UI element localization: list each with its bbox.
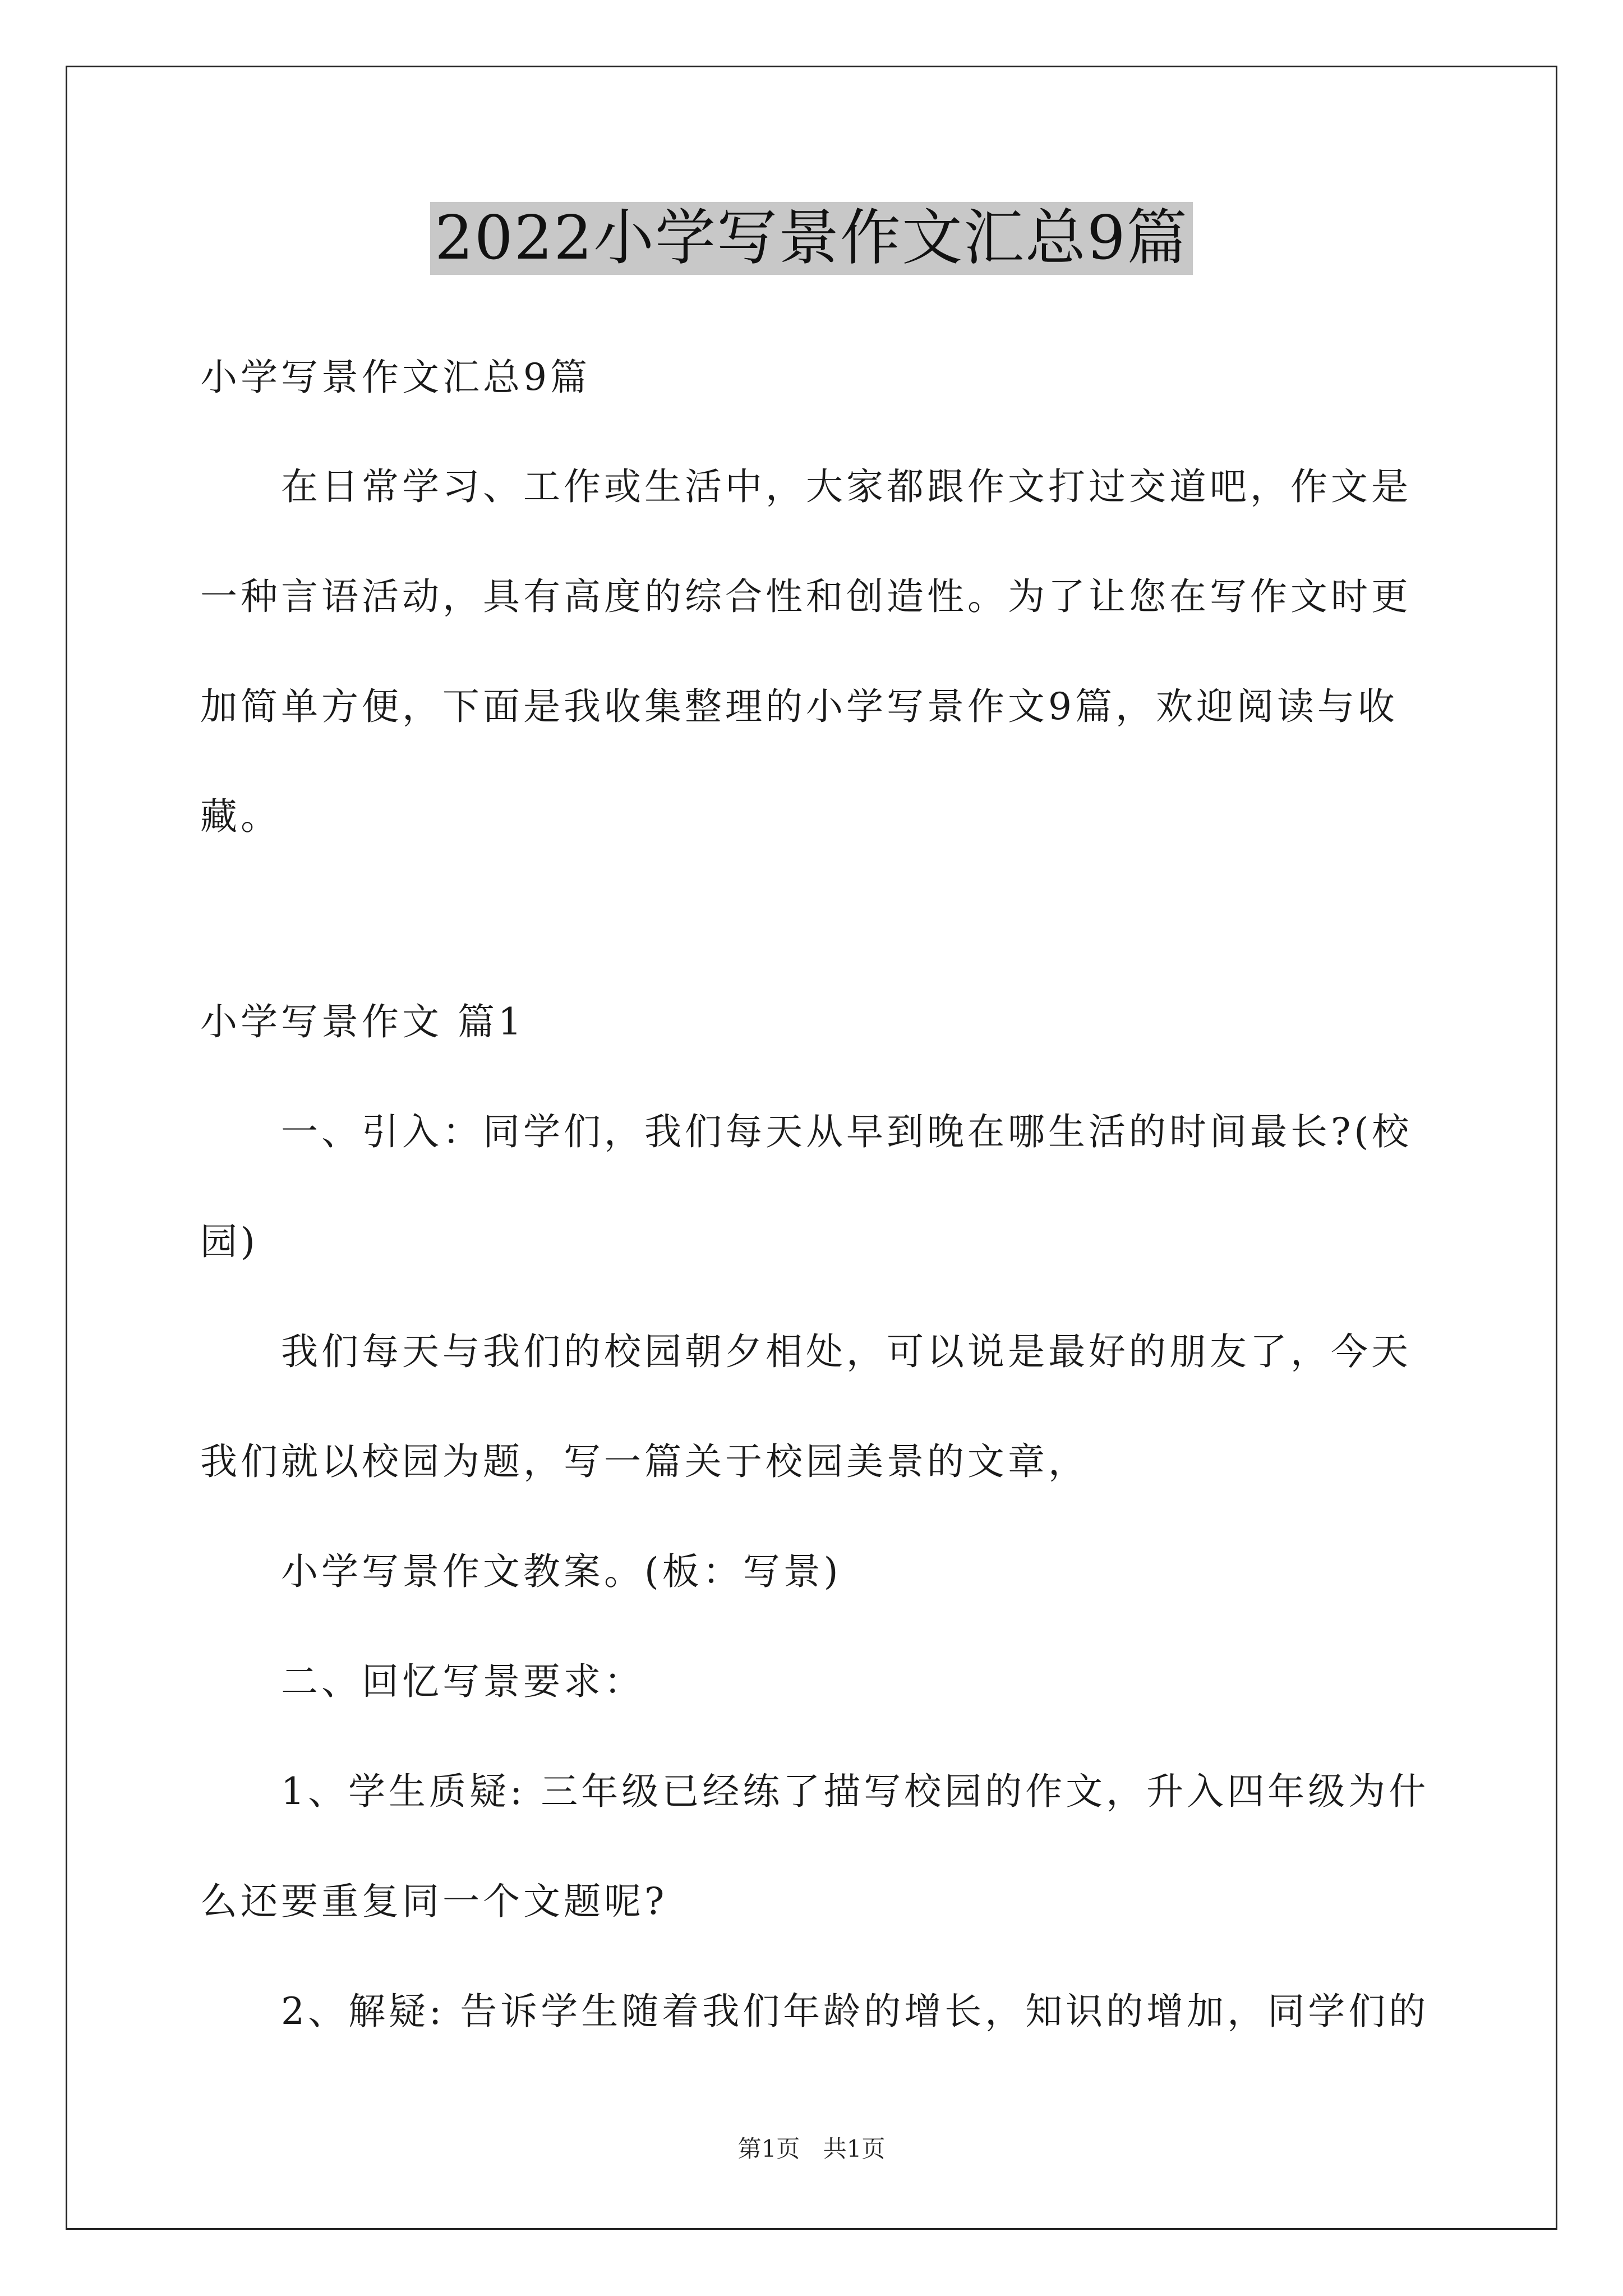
body-line: 在日常学习、工作或生活中，大家都跟作文打过交道吧，作文是: [281, 465, 1412, 508]
body-line: 一种言语活动，具有高度的综合性和创造性。为了让您在写作文时更: [200, 575, 1412, 618]
body-line: 一、引入：同学们，我们每天从早到晚在哪生活的时间最长?(校: [281, 1110, 1413, 1153]
body-line: 园): [200, 1220, 259, 1263]
body-line: 么还要重复同一个文题呢?: [200, 1880, 668, 1923]
body-line: 二、回忆写景要求：: [281, 1660, 644, 1703]
title-container: [0, 202, 1623, 275]
section-heading: 小学写景作文 篇1: [200, 1000, 525, 1043]
body-line: 1、学生质疑: 三年级已经练了描写校园的作文，升入四年级为什: [281, 1770, 1430, 1813]
body-line: 藏。: [200, 795, 281, 838]
body-line: 2、解疑: 告诉学生随着我们年龄的增长，知识的增加，同学们的: [281, 1990, 1430, 2033]
page-total: 共1页: [823, 2135, 886, 2162]
page-footer: [0, 2135, 1623, 2163]
body-line: 加简单方便，下面是我收集整理的小学写景作文9篇，欢迎阅读与收: [200, 685, 1398, 728]
body-line: 小学写景作文教案。(板：写景): [281, 1550, 842, 1593]
page-number: 第1页: [737, 2135, 800, 2162]
body-line: 我们就以校园为题，写一篇关于校园美景的文章，: [200, 1440, 1089, 1483]
subtitle-line: 小学写景作文汇总9篇: [200, 356, 591, 399]
document-title: 2022小学写景作文汇总9篇: [430, 202, 1193, 275]
body-line: 我们每天与我们的校园朝夕相处，可以说是最好的朋友了，今天: [281, 1330, 1412, 1373]
